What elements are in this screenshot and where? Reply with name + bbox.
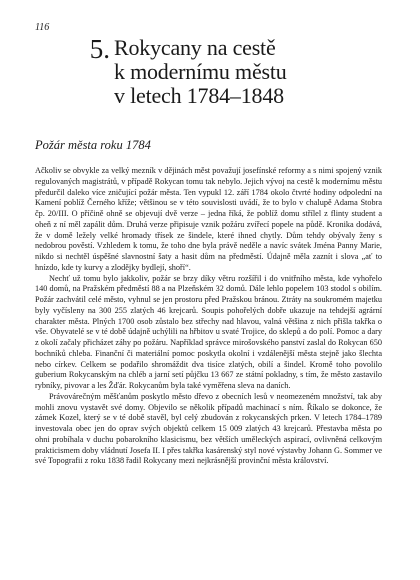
chapter-title-line: k modernímu městu [114,59,287,84]
paragraph: Ačkoliv se obvykle za velký mezník v dějinách měst považují josefínské reformy a s nimi spojený vznik regulovaných magistrátů, v případě Rokycan tomu tak nebylo. Jejich vývoj na cestě k modernímu městu předurčil daleko více zničující požár města. Ten vypukl 12. září 1784 okolo čtvrté hodiny odpolední na Kamení poblíž Černého kříže; většinou se v této souvislosti uvádí, že to bylo v chalupě Adama Stobra čp. 20/III. O příčině ohně se objevují dvě verze – jedna říká, že poblíž domu střílel z flinty student a oheň z ní měl zapálit dům. Druhá verze připisuje vznik požáru zvířecí popele na půdě. Kronika dodává, že v domě ležely velké hromady třísek ze šindele, které ihned chytly. Dům tehdy obývaly ženy s nedobrou pověstí. Vzhledem k tomu, že toho dne byla právě neděle a navíc svátek Jména Panny Marie, nikdo si nechtěl úspěšné slavnostní šaty a hasit dům na předměstí. Údajně měla zaznít i slova „ať to hnízdo, kde ty kurvy a zlodějky bydlejí, shoří“. [35,166,382,272]
chapter-number: 5. [89,34,110,64]
body-text [35,166,382,467]
chapter-title-line: v letech 1784–1848 [114,83,284,108]
paragraph: Nechť už tomu bylo jakkoliv, požár se brzy díky větru rozšířil i do vnitřního města, kde vyhořelo 140 domů, na Pražském předměstí 88 a na Plzeňském 32 domů. Dále lehlo popelem 103 stodol s obilím. Požár zachvátil celé město, vyhnul se jen prostoru před Pražskou bránou. Ztráty na soukromém majetku byly vyčísleny na 300 255 zlatých 46 krejcarů. Soupis pohořelých dobře ukazuje na tehdejší agrární charakter města. Plných 1700 osob zůstalo bez střechy nad hlavou, valná většina z nich přišla takřka o vše. Obyvatelé se v té době údajně uchýlili na hřbitov u svaté Trojice, do sklepů a do polí. Pomoc a dary z okolí začaly přicházet záhy po požáru. Například správce mirošovského panství zaslal do Rokycan 650 bochníků chleba. Finanční či materiální pomoc poskytla okolní i vzdálenější města stejně jako šlechta nebo církev. Celkem se podařilo shromáždit dva tisíce zlatých, obilí a šindel. Kromě toho povolilo guberium Rokycanským na chléb a jarní setí půjčku 13 667 ze státní pokladny, s tím, že město zastavilo rybníky, pivovar a les Žďár. Rokycanům byla také vyměřena sleva na daních. [35,273,382,390]
page-number: 116 [35,22,50,33]
paragraph: Právovárečným měšťanům poskytlo město dřevo z obecních lesů v neomezeném množství, tak aby mohli znovu vystavět své domy. Objevilo se několik případů machinací s ním. Říkalo se dokonce, že zámek Kozel, který se v té době stavěl, byl celý zbudován z rokycanských prken. V letech 1784–1789 investovala obec jen do oprav svých objektů celkem 15 009 zlatých 43 krejcarů. Přestavba města po ohni probíhala v duchu pobarokního klasicismu, bez větších uměleckých aspirací, ovlivněná celkovým prakticismem doby vládnutí Josefa II. I přes takřka kasárenský styl nové výstavby Johann G. Sommer ve své Topografii z roku 1838 řadil Rokycany mezi nejkrásnější provinční města království. [35,391,382,466]
section-heading: Požár města roku 1784 [35,138,151,152]
chapter-title [114,36,287,108]
chapter-title-line: Rokycany na cestě [114,35,276,60]
chapter-heading [80,36,380,108]
